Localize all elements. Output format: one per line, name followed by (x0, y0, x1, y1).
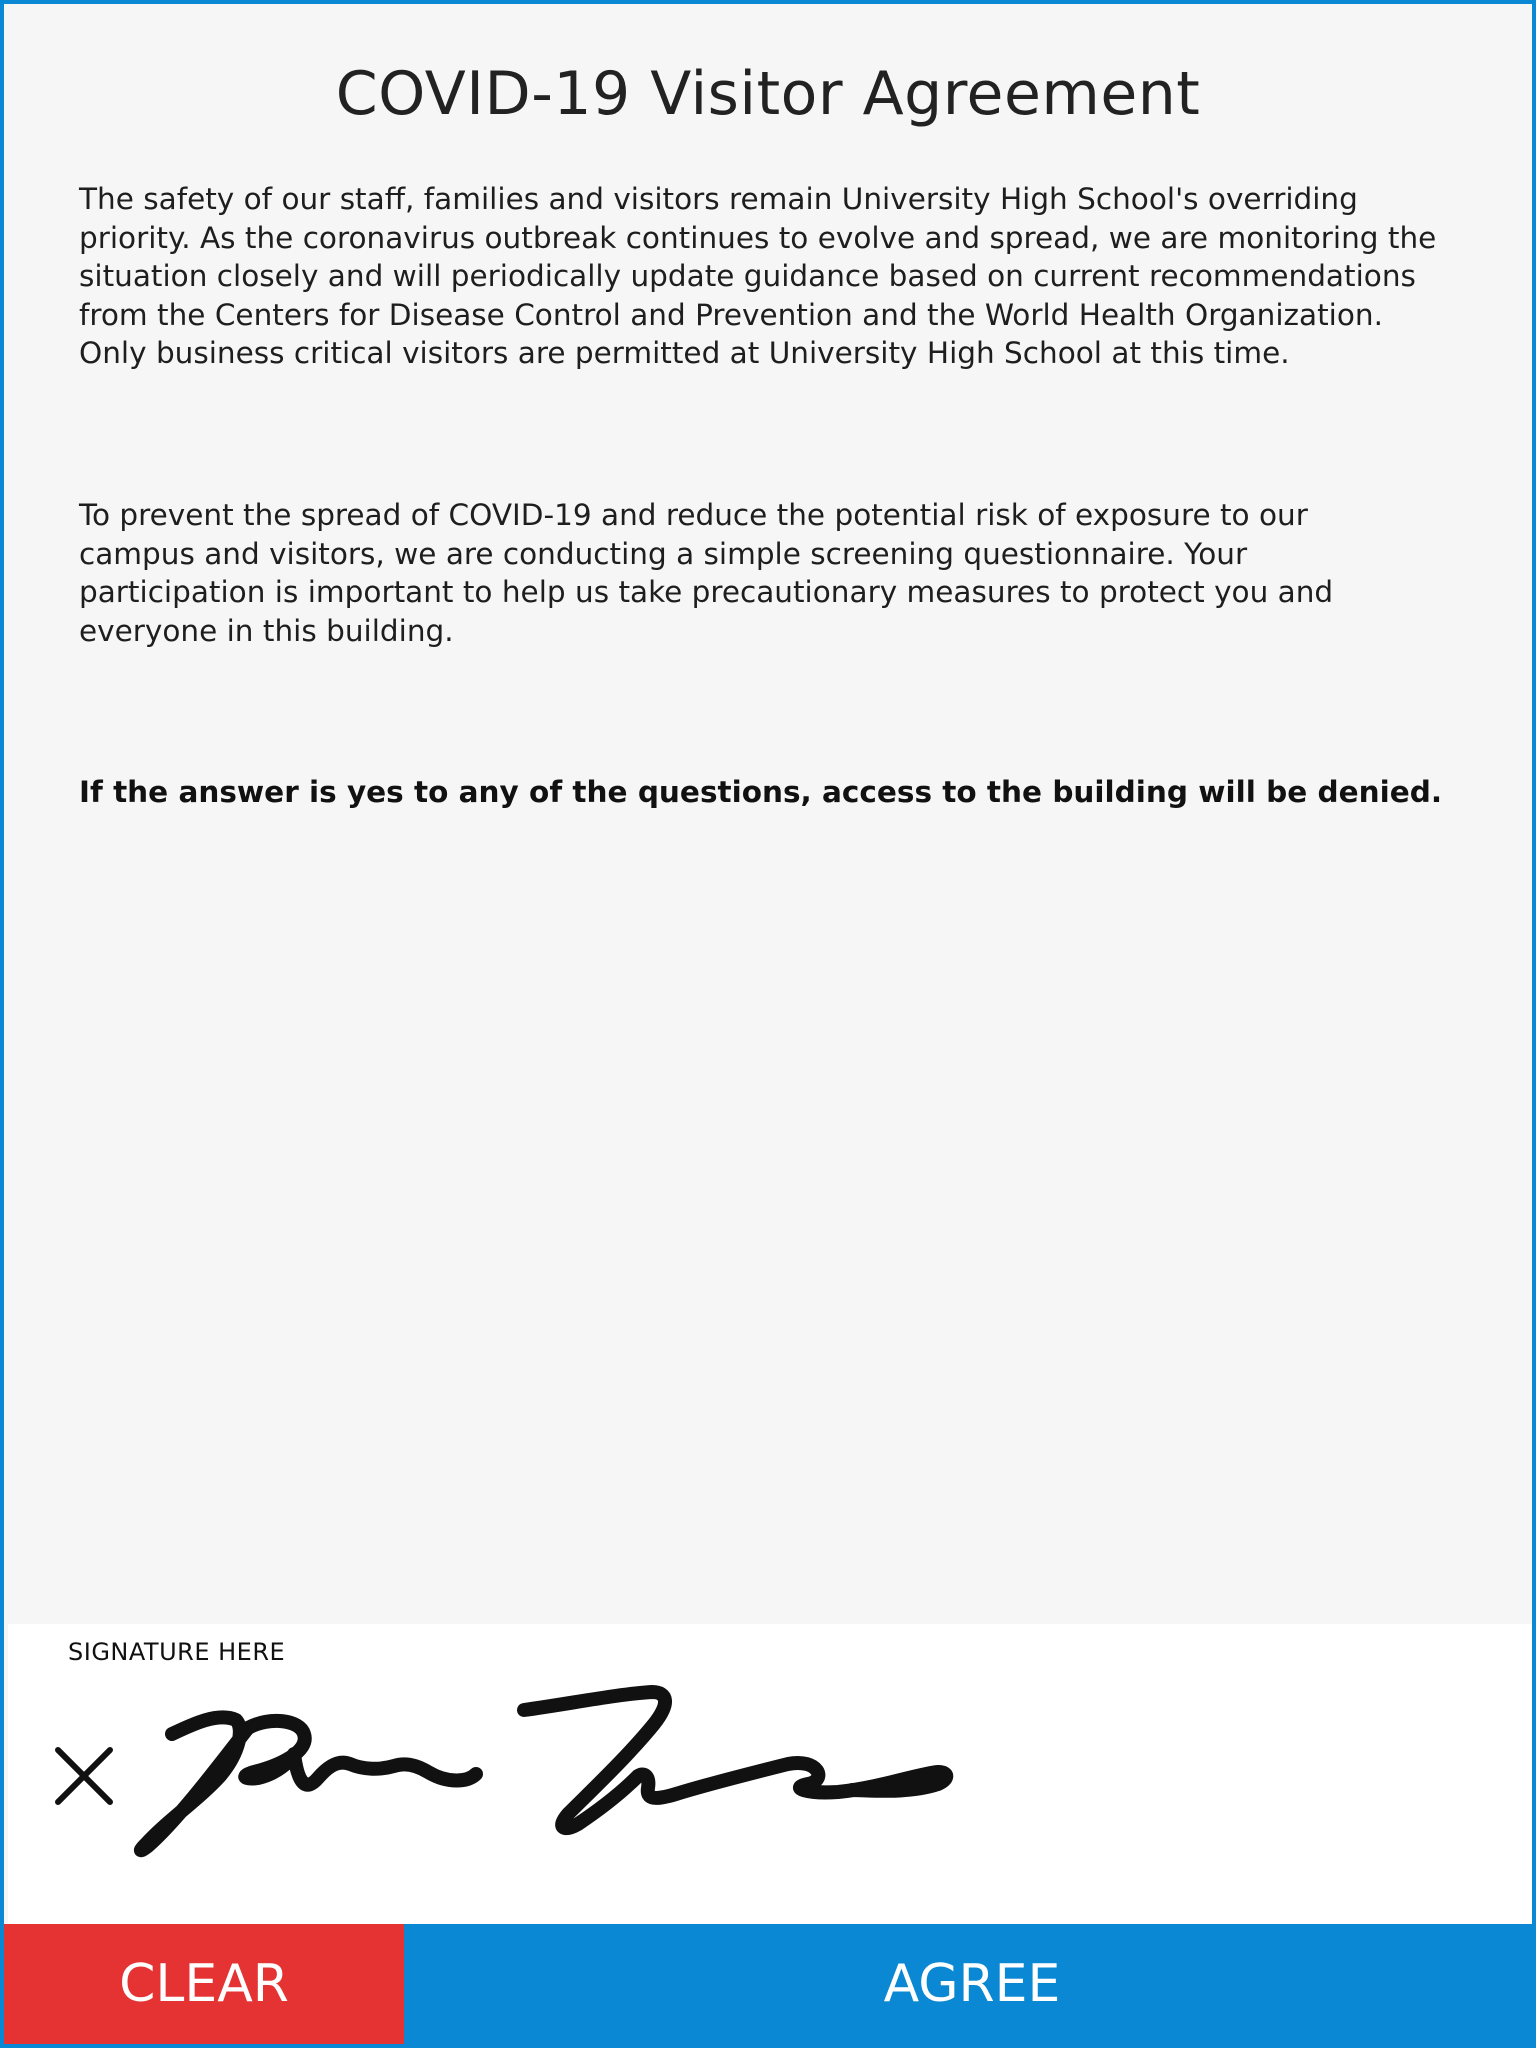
intro-paragraph: The safety of our staff, families and visitors remain University High School's overriding priority. As the coronavirus outbreak continues to evolve and spread, we are monitoring the situation closely and will periodically update guidance based on current recommendations from the Centers for Disease Control and Prevention and the World Health Organization. Only business critical visitors are permitted at University High School at this time. (79, 182, 1437, 370)
signature-pad[interactable] (8, 1624, 1536, 1924)
signature-drawing (8, 1624, 1536, 1924)
agree-button[interactable]: AGREE (404, 1924, 1536, 2048)
signature-label: SIGNATURE HERE (68, 1638, 286, 1666)
page-title: COVID-19 Visitor Agreement (335, 59, 1201, 129)
denial-notice: If the answer is yes to any of the questions, access to the building will be denied. (79, 775, 1443, 809)
screening-paragraph: To prevent the spread of COVID-19 and reduce the potential risk of exposure to our campus and visitors, we are conducting a simple screening questionnaire. Your participation is important to help us take precautionary measures to protect you and everyone in this building. (79, 498, 1334, 648)
clear-button[interactable]: CLEAR (4, 1924, 404, 2048)
